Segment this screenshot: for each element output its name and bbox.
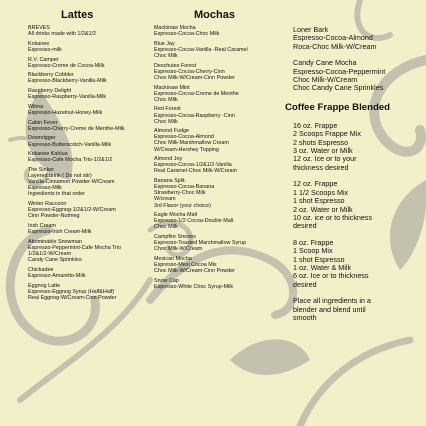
drink-name: BREVES [28,25,50,31]
drink-detail: Espresso-Peppermint-Cafe Mocha Trio [28,244,122,251]
drink-detail: 3rd Flavor (your choice) [154,202,211,209]
drink-name: Winter Raccoon [28,201,67,208]
drink-detail: Espresso-Cocoa-1/2&1/2-Vanilla [154,162,232,169]
drink-detail: Roca-Choc Milk-W/Cream [293,41,377,51]
drink-name: 16 oz. Frappe [293,120,338,130]
mocha-item [154,156,279,174]
drink-name: Cabin Fever [28,119,58,126]
drink-name: Kokanee [28,40,50,47]
drink-detail: Espresso-Cherry-Creme de Menthe-Milk [28,125,125,132]
drink-detail: 3 oz. Water or Milk [293,146,353,156]
drink-detail: Cinn Powder-Nutmeg [28,213,80,220]
drink-name: Candy Cane Mocha [293,58,357,68]
mocha-item [154,85,279,103]
frappe-recipe [293,180,421,230]
drink-detail: Espresso-Toasted Marshmallow Syrup [154,240,246,247]
drink-detail: 2 shots Espresso [293,137,349,147]
drink-detail: Espresso-Milk [28,185,62,192]
mocha-item [154,212,279,230]
drink-detail: Espresso-Hazelnut-Honey-Milk [28,110,103,116]
drink-name: Almond Joy [154,156,183,163]
drink-detail: Espresso-Cocoa-Cherry-Cinn [154,68,225,75]
mocha-item [154,128,279,152]
drink-detail: W/Cream-Hershey Topping [154,146,219,153]
drink-name: Red Forest [154,106,181,113]
drink-detail: Espresso-Creme de Cocoa-Milk [28,62,105,69]
drink-detail: Espresso-Cocoa-Almond [293,33,373,43]
frappe-list [293,122,421,323]
drink-detail: Real Eggnog-W/Cream-Cinn Powder [28,294,117,301]
drink-name: Campfire Smores [154,234,196,241]
mocha-item [154,63,279,81]
drink-name: Snow Cap [154,277,179,284]
drink-detail: 12 oz. Ice or to your [293,154,357,164]
lattes-list [28,25,146,301]
lattes-column [28,9,146,304]
drink-detail: Espresso-Blackberry-Vanilla-Milk [28,78,107,85]
drink-name: Chickadee [28,266,54,273]
drink-detail: Espresso-Raspberry-Vanilla-Milk [28,94,107,101]
drink-detail: Espresso-milk [28,46,62,53]
specialty-mocha-item [293,26,421,51]
latte-item [28,57,146,69]
drink-name: Deschutes Forest [154,62,197,69]
mochas-list [154,25,279,290]
specialty-mocha-item [293,59,421,93]
drink-detail: Choc Milk [154,118,178,125]
drink-detail: Espresso-Cocoa-Choc Milk [154,31,220,38]
specialty-mochas-list [293,26,421,93]
drink-detail: Choc Milk [154,224,178,231]
latte-item [28,223,146,235]
latte-item [28,25,146,37]
drink-detail: Espresso-Cocoa-Creme de Menthe [154,90,239,97]
latte-item [28,88,146,100]
right-vine [300,340,410,426]
drink-detail: Strawberry-Choc Milk [154,190,206,197]
drink-detail: smooth [293,312,317,322]
frappe-title: Coffee Frappe Blended [285,101,391,113]
drink-name: R.V. Camper [28,56,59,63]
drink-name: 8 oz. Frappe [293,237,334,247]
drink-name: Eggnog Latte [28,282,61,289]
drink-detail: Choc Milk-W/Cream-Cinn Powder [154,268,235,275]
drink-detail: Choc Milk [154,52,178,59]
drink-detail: Espresso-Cocoa-Banana [154,184,215,191]
drink-detail: Choc Milk-W/Cream [154,246,203,253]
drink-detail: desired [293,279,317,289]
right-column [285,25,421,330]
drink-detail: 1 oz. Water & Milk [293,262,352,272]
latte-item [28,283,146,301]
drink-detail: blender and blend until [293,304,366,314]
drink-detail: Candy Cane Sprinkles [28,257,82,264]
drink-detail: 2 oz. Water or Milk [293,204,353,214]
drink-name: Loner Bark [293,25,329,34]
drink-name: Blue Jay [154,40,175,47]
latte-item [28,120,146,132]
drink-detail: W/cream [154,196,176,203]
drink-detail: Espresso-Irish Cream-Milk [28,229,92,236]
drink-name: Banana Split [154,178,185,185]
drink-detail: Espresso-Amaretto-Milk [28,272,86,279]
latte-item [28,267,146,279]
drink-name: Almond Fudge [154,128,190,135]
drink-detail: Espresso-1/2 Cocoa-Double Malt [154,218,234,225]
drink-detail: Ingredients in that order [28,191,85,198]
latte-item [28,151,146,163]
drink-detail: Espresso-Mexi Cocoa Mix [154,262,217,269]
frappe-recipe [293,239,421,289]
drink-name: Mackinaw Mocha [154,25,196,31]
latte-item [28,239,146,263]
drink-detail: Espresso-Cafe Mocha Trio-1/2&1/2 [28,157,113,164]
drink-name: Kokanee Kahlua [28,151,68,158]
mocha-item [154,106,279,124]
mocha-item [154,278,279,290]
drink-detail: 6 oz. Ice or to thickness [293,271,369,281]
lattes-title: Lattes [61,9,94,21]
drink-detail: Espresso-Cocoa-Raspberry -Cinn [154,112,235,119]
mochas-column [154,9,279,294]
drink-detail: Choc Milk-W/Cream [293,75,358,85]
latte-item [28,72,146,84]
latte-item [28,167,146,197]
drink-detail: 2 Scoops Frappe Mix [293,129,361,139]
drink-detail: Espresso-Cocoa-Almond [154,134,214,141]
drink-name: Irish Cream [28,222,56,229]
drink-detail: 1 1/2 Scoops Mix [293,187,349,197]
latte-item [28,201,146,219]
latte-item [28,41,146,53]
drink-detail: Choc Milk-Marshmallow Cream [154,140,229,147]
drink-name: Mackinaw Mint [154,84,190,91]
center-leaf [230,339,310,375]
drink-detail: desired [293,221,317,231]
mochas-title: Mochas [194,9,235,21]
drink-detail: Real Caramel-Choc Milk-W/Cream [154,168,237,175]
frappe-recipe [293,122,421,172]
mocha-item [154,178,279,208]
drink-name: 12 oz. Frappe [293,179,338,189]
mocha-item [154,25,279,37]
mocha-item [154,256,279,274]
drink-detail: Espresso-Cocoa-Vanilla -Real Caramel [154,46,248,53]
drink-detail: 1 shot Espresso [293,254,345,264]
drink-detail: Espresso-Eggnog Syrup (Half&Half) [28,288,115,295]
frappe-recipe [293,297,421,322]
latte-item [28,104,146,116]
mocha-item [154,41,279,59]
drink-detail: Choc Milk [154,96,178,103]
mocha-item [154,234,279,252]
drink-name: Place all ingredients in a [293,296,371,306]
drink-detail: 1 Scoop Mix [293,246,333,256]
drink-name: Wilma [28,103,43,110]
drink-detail: Choc Milk-W/Cream-Cinn Powder [154,74,235,81]
drink-detail: Espresso-Butterscotch-Vanilla-Milk [28,141,112,148]
drink-detail: Layered drink ( Do not stir) [28,173,92,180]
drink-detail: Espresso-White Choc Syrup-Milk [154,283,234,290]
drink-detail: Vanilla-Cinnamon Powder-W/Cream [28,179,115,186]
drink-name: Blackberry Cobbler [28,72,74,79]
drink-name: Abominable Snowman [28,238,82,245]
drink-name: Eagle Mocha Malt [154,212,198,219]
drink-name: Raspberry Delight [28,88,72,95]
drink-detail: Choc Candy Cane Sprinkles [293,83,384,93]
drink-detail: Espresso-Eggnog-1/2&1/2-W/Cream [28,207,116,214]
drink-detail: 1 shot Espresso [293,196,345,206]
drink-detail: 1/2&1/2-W/Cream [28,250,72,257]
drink-name: Mexican Mocha [154,255,192,262]
drink-detail: All drinks made with 1/2&1/2 [28,31,97,38]
latte-item [28,135,146,147]
drink-name: The Sinker [28,167,55,174]
drink-name: Downrigger [28,135,56,142]
drink-detail: 10 oz. ice or to thickness [293,212,373,222]
drink-detail: thickness desired [293,162,349,172]
drink-detail: Espresso-Cocoa-Peppermint [293,66,386,76]
